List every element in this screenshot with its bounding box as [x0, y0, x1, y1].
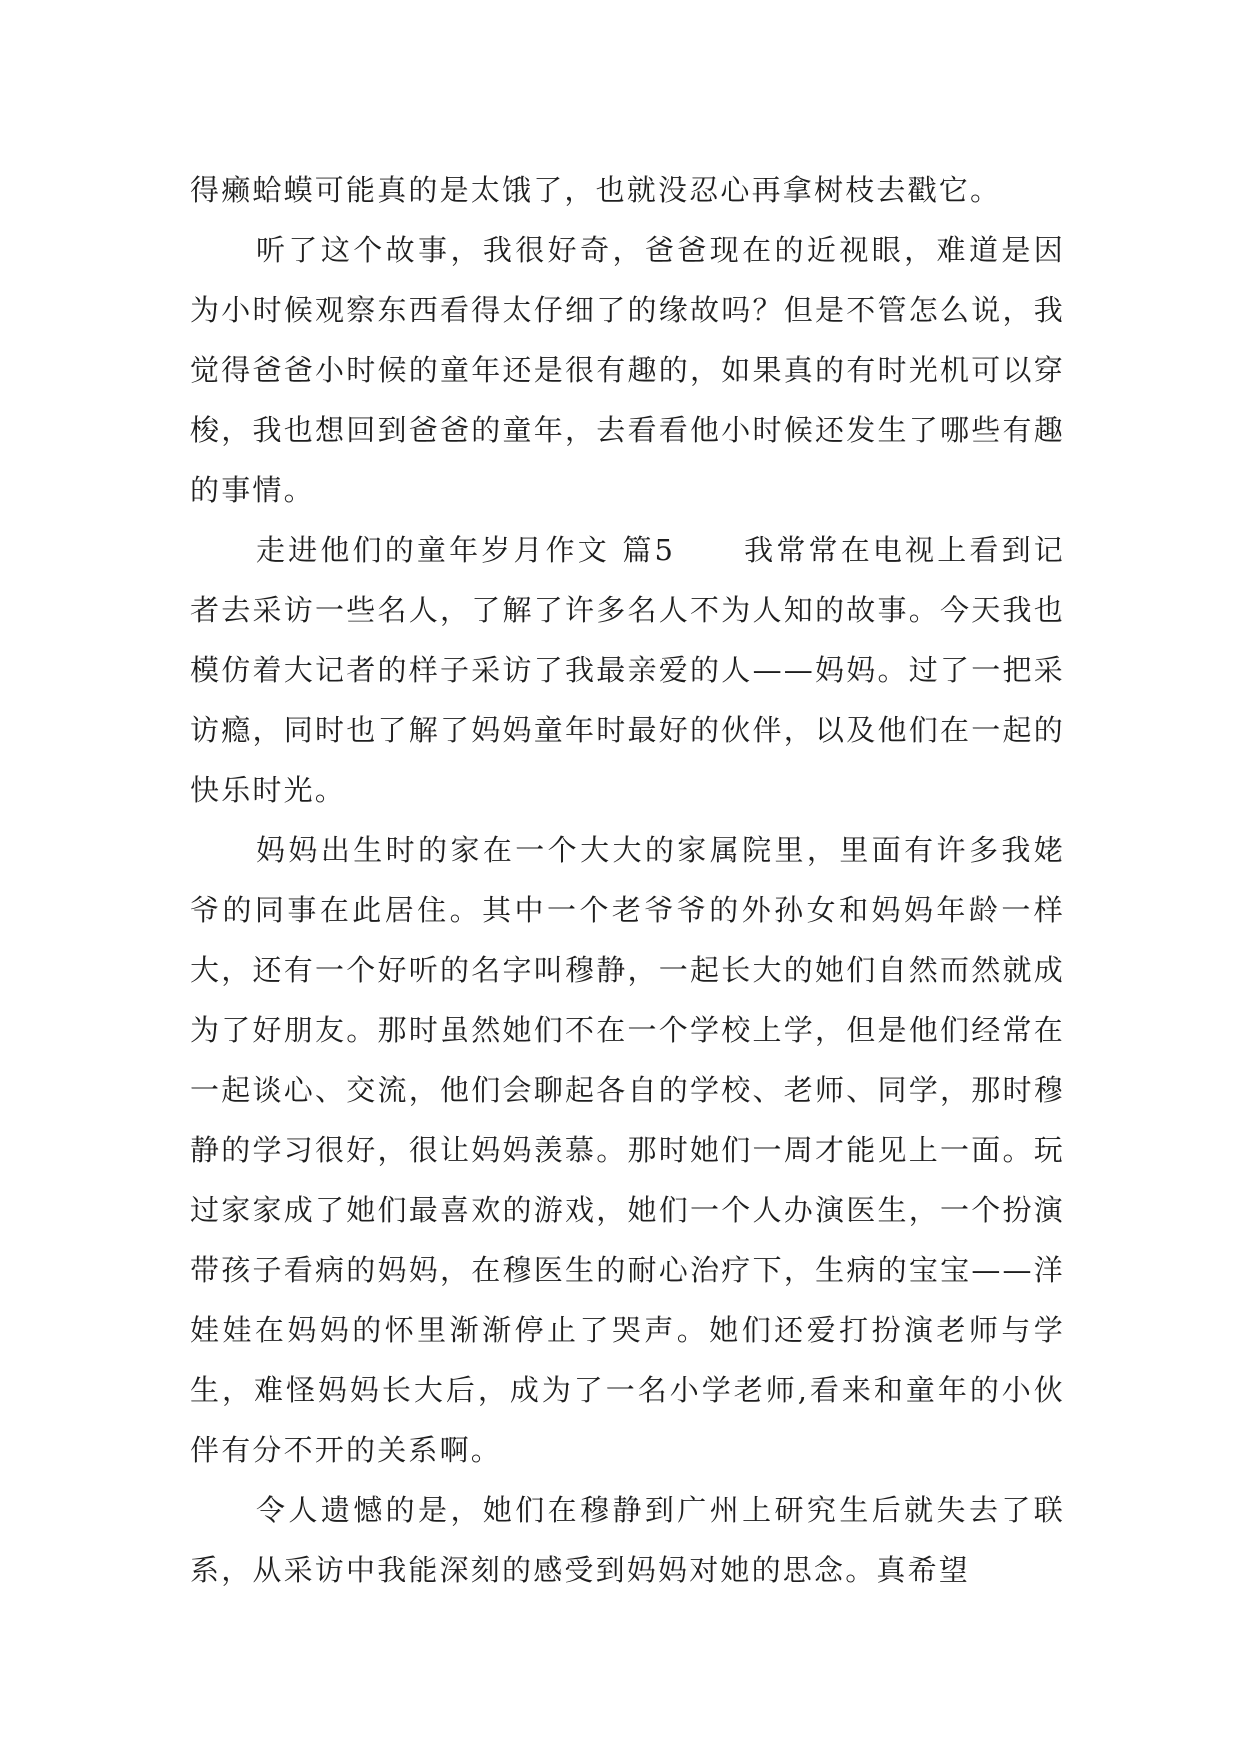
- document-page: [190, 160, 1065, 1600]
- section-first-text: 我常常在电视上看到记者去采访一些名人，了解了许多名人不为人知的故事。今天我也模仿着大记者的样子采访了我最亲爱的人——妈妈。过了一把采访瘾，同时也了解了妈妈童年时最好的伙伴，以及他们在一起的快乐时光。: [190, 533, 1065, 807]
- paragraph-5: 令人遗憾的是，她们在穆静到广州上研究生后就失去了联系，从采访中我能深刻的感受到妈妈对她的思念。真希望: [190, 1493, 1065, 1587]
- paragraph-1: 得癞蛤蟆可能真的是太饿了，也就没忍心再拿树枝去戳它。: [190, 173, 1002, 207]
- section-heading: 走进他们的童年岁月作文 篇5: [256, 533, 676, 567]
- section-paragraph: [190, 520, 1065, 820]
- paragraph-4: 妈妈出生时的家在一个大大的家属院里，里面有许多我姥爷的同事在此居住。其中一个老爷爷的外孙女和妈妈年龄一样大，还有一个好听的名字叫穆静，一起长大的她们自然而然就成为了好朋友。那时虽然她们不在一个学校上学，但是他们经常在一起谈心、交流，他们会聊起各自的学校、老师、同学，那时穆静的学习很好，很让妈妈羡慕。那时她们一周才能见上一面。玩过家家成了她们最喜欢的游戏，她们一个人办演医生，一个扮演带孩子看病的妈妈，在穆医生的耐心治疗下，生病的宝宝——洋娃娃在妈妈的怀里渐渐停止了哭声。她们还爱打扮演老师与学生，难怪妈妈长大后，成为了一名小学老师,看来和童年的小伙伴有分不开的关系啊。: [190, 833, 1065, 1467]
- paragraph-2: 听了这个故事，我很好奇，爸爸现在的近视眼，难道是因为小时候观察东西看得太仔细了的缘故吗？但是不管怎么说，我觉得爸爸小时候的童年还是很有趣的，如果真的有时光机可以穿梭，我也想回到爸爸的童年，去看看他小时候还发生了哪些有趣的事情。: [190, 233, 1065, 507]
